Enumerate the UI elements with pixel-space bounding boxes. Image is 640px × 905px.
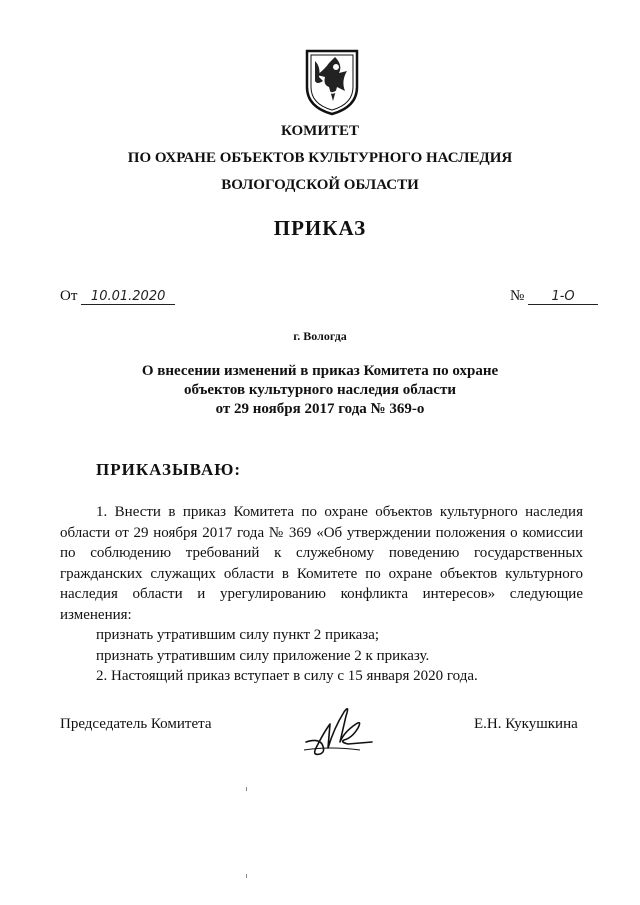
- scan-speck: [246, 787, 247, 791]
- list-item-1: признать утратившим силу пункт 2 приказа;: [96, 627, 380, 643]
- number-prefix: №: [510, 288, 525, 304]
- signatory-position: Председатель Комитета: [60, 716, 212, 732]
- subject-line-3: от 29 ноября 2017 года № 369-о: [215, 401, 425, 417]
- paragraph-1: 1. Внести в приказ Комитета по охране объектов культурного наследия области от 29 ноября 2017 года № 369 «Об утверждении положения о комиссии по соблюдению требований к служебному поведению государственных гражданских служащих области в Комитете по охране объектов культурного наследия области и урегулированию конфликта интересов» следующие изменения:: [60, 504, 583, 623]
- number-value: 1-О: [528, 289, 598, 305]
- coat-of-arms-icon: [303, 47, 361, 117]
- subject-line-2: объектов культурного наследия области: [184, 382, 456, 398]
- city: г. Вологда: [293, 329, 347, 343]
- org-line-3: ВОЛОГОДСКОЙ ОБЛАСТИ: [221, 177, 419, 193]
- date-prefix: От: [60, 288, 78, 304]
- signatory-name: Е.Н. Кукушкина: [474, 716, 578, 732]
- scan-speck: [246, 874, 247, 878]
- subject: [0, 362, 640, 419]
- paragraph-2: 2. Настоящий приказ вступает в силу с 15 января 2020 года.: [96, 668, 478, 684]
- signature-icon: [300, 698, 380, 760]
- date-row: [60, 288, 175, 305]
- decree-heading: ПРИКАЗЫВАЮ:: [96, 460, 242, 479]
- document-body: [60, 502, 583, 687]
- org-line-1: КОМИТЕТ: [280, 123, 359, 139]
- subject-line-1: О внесении изменений в приказ Комитета по охране: [141, 363, 499, 379]
- list-item-2: признать утратившим силу приложение 2 к приказу.: [96, 647, 430, 664]
- date-value: 10.01.2020: [81, 289, 175, 305]
- number-row: [510, 288, 598, 305]
- org-line-2: ПО ОХРАНЕ ОБЪЕКТОВ КУЛЬТУРНОГО НАСЛЕДИЯ: [127, 150, 513, 166]
- document-title: ПРИКАЗ: [273, 216, 367, 240]
